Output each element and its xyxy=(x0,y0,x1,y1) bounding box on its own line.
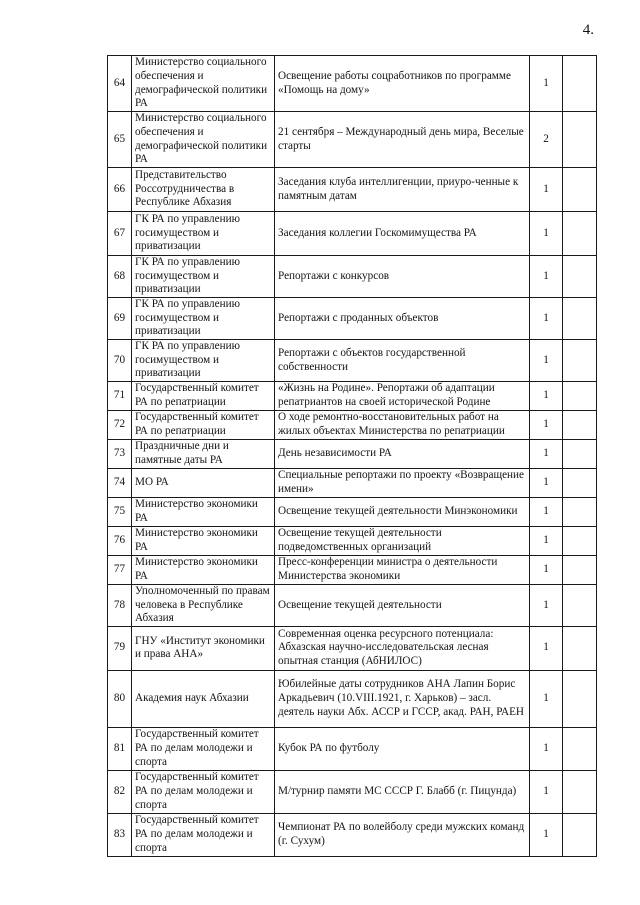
table-row xyxy=(108,382,597,411)
count-cell: 2 xyxy=(530,112,563,168)
table-row xyxy=(108,670,597,727)
empty-cell xyxy=(563,382,597,411)
count-cell: 1 xyxy=(530,411,563,440)
event-cell: «Жизнь на Родине». Репортажи об адаптации репатриантов на своей исторической Родине xyxy=(275,382,530,411)
event-cell: Пресс-конференции министра о деятельности Министерства экономики xyxy=(275,556,530,585)
empty-cell xyxy=(563,770,597,813)
organization-cell: Академия наук Абхазии xyxy=(132,670,275,727)
empty-cell xyxy=(563,340,597,382)
table-row xyxy=(108,256,597,298)
organization-cell: Министерство экономики РА xyxy=(132,556,275,585)
count-cell: 1 xyxy=(530,168,563,212)
organization-cell: ГК РА по управлению госимуществом и приватизации xyxy=(132,256,275,298)
count-cell: 1 xyxy=(530,340,563,382)
event-cell: Освещение текущей деятельности Минэкономики xyxy=(275,498,530,527)
count-cell: 1 xyxy=(530,469,563,498)
row-number: 66 xyxy=(108,168,132,212)
table-row xyxy=(108,212,597,256)
count-cell: 1 xyxy=(530,212,563,256)
empty-cell xyxy=(563,440,597,469)
empty-cell xyxy=(563,626,597,670)
count-cell: 1 xyxy=(530,256,563,298)
count-cell: 1 xyxy=(530,56,563,112)
organization-cell: Праздничные дни и памятные даты РА xyxy=(132,440,275,469)
empty-cell xyxy=(563,411,597,440)
schedule-table xyxy=(107,55,597,857)
organization-cell: Государственный комитет РА по репатриации xyxy=(132,411,275,440)
table-row xyxy=(108,770,597,813)
organization-cell: Министерство социального обеспечения и демографической политики РА xyxy=(132,112,275,168)
empty-cell xyxy=(563,813,597,856)
count-cell: 1 xyxy=(530,670,563,727)
table-row xyxy=(108,340,597,382)
row-number: 71 xyxy=(108,382,132,411)
event-cell: Освещение текущей деятельности подведомственных организаций xyxy=(275,527,530,556)
table-row xyxy=(108,626,597,670)
organization-cell: Государственный комитет РА по делам молодежи и спорта xyxy=(132,813,275,856)
table-row xyxy=(108,585,597,627)
event-cell: Юбилейные даты сотрудников АНА Лапин Борис Аркадьевич (10.VIII.1921, г. Харьков) – засл. деятель науки Абх. АССР и ГССР, акад. РАН, РАЕН xyxy=(275,670,530,727)
empty-cell xyxy=(563,670,597,727)
row-number: 77 xyxy=(108,556,132,585)
row-number: 73 xyxy=(108,440,132,469)
event-cell: Заседания коллегии Госкомимущества РА xyxy=(275,212,530,256)
count-cell: 1 xyxy=(530,382,563,411)
table-row xyxy=(108,527,597,556)
organization-cell: Уполномоченный по правам человека в Республике Абхазия xyxy=(132,585,275,627)
event-cell: Специальные репортажи по проекту «Возвращение имени» xyxy=(275,469,530,498)
event-cell: 21 сентября – Международный день мира, Веселые старты xyxy=(275,112,530,168)
organization-cell: ГК РА по управлению госимуществом и приватизации xyxy=(132,340,275,382)
row-number: 65 xyxy=(108,112,132,168)
event-cell: Заседания клуба интеллигенции, приуро-ченные к памятным датам xyxy=(275,168,530,212)
row-number: 76 xyxy=(108,527,132,556)
event-cell: О ходе ремонтно-восстановительных работ на жилых объектах Министерства по репатриации xyxy=(275,411,530,440)
table-row xyxy=(108,469,597,498)
organization-cell: Представительство Россотрудничества в Республике Абхазия xyxy=(132,168,275,212)
empty-cell xyxy=(563,168,597,212)
row-number: 69 xyxy=(108,298,132,340)
table-body xyxy=(108,56,597,857)
row-number: 67 xyxy=(108,212,132,256)
row-number: 79 xyxy=(108,626,132,670)
table-row xyxy=(108,168,597,212)
table-row xyxy=(108,440,597,469)
empty-cell xyxy=(563,469,597,498)
row-number: 83 xyxy=(108,813,132,856)
event-cell: День независимости РА xyxy=(275,440,530,469)
page-number: 4. xyxy=(582,22,594,38)
empty-cell xyxy=(563,498,597,527)
event-cell: Освещение работы соцработников по программе «Помощь на дому» xyxy=(275,56,530,112)
row-number: 80 xyxy=(108,670,132,727)
organization-cell: Министерство экономики РА xyxy=(132,527,275,556)
empty-cell xyxy=(563,56,597,112)
table-row xyxy=(108,56,597,112)
count-cell: 1 xyxy=(530,626,563,670)
row-number: 74 xyxy=(108,469,132,498)
table-row xyxy=(108,813,597,856)
empty-cell xyxy=(563,212,597,256)
organization-cell: МО РА xyxy=(132,469,275,498)
organization-cell: ГК РА по управлению госимуществом и приватизации xyxy=(132,212,275,256)
event-cell: Репортажи с проданных объектов xyxy=(275,298,530,340)
row-number: 68 xyxy=(108,256,132,298)
organization-cell: Государственный комитет РА по делам молодежи и спорта xyxy=(132,727,275,770)
event-cell: Чемпионат РА по волейболу среди мужских команд (г. Сухум) xyxy=(275,813,530,856)
organization-cell: Министерство социального обеспечения и демографической политики РА xyxy=(132,56,275,112)
count-cell: 1 xyxy=(530,498,563,527)
row-number: 64 xyxy=(108,56,132,112)
row-number: 72 xyxy=(108,411,132,440)
count-cell: 1 xyxy=(530,585,563,627)
organization-cell: Государственный комитет РА по делам молодежи и спорта xyxy=(132,770,275,813)
count-cell: 1 xyxy=(530,440,563,469)
row-number: 75 xyxy=(108,498,132,527)
empty-cell xyxy=(563,112,597,168)
table-row xyxy=(108,112,597,168)
empty-cell xyxy=(563,256,597,298)
row-number: 82 xyxy=(108,770,132,813)
table-row xyxy=(108,411,597,440)
empty-cell xyxy=(563,298,597,340)
empty-cell xyxy=(563,556,597,585)
row-number: 78 xyxy=(108,585,132,627)
table-row xyxy=(108,498,597,527)
table-row xyxy=(108,727,597,770)
count-cell: 1 xyxy=(530,527,563,556)
event-cell: М/турнир памяти МС СССР Г. Блабб (г. Пицунда) xyxy=(275,770,530,813)
count-cell: 1 xyxy=(530,727,563,770)
empty-cell xyxy=(563,727,597,770)
event-cell: Освещение текущей деятельности xyxy=(275,585,530,627)
event-cell: Репортажи с объектов государственной собственности xyxy=(275,340,530,382)
count-cell: 1 xyxy=(530,556,563,585)
count-cell: 1 xyxy=(530,298,563,340)
count-cell: 1 xyxy=(530,770,563,813)
organization-cell: ГНУ «Институт экономики и права АНА» xyxy=(132,626,275,670)
event-cell: Репортажи с конкурсов xyxy=(275,256,530,298)
event-cell: Современная оценка ресурсного потенциала: Абхазская научно-исследовательская лесная опытная станция (АбНИЛОС) xyxy=(275,626,530,670)
count-cell: 1 xyxy=(530,813,563,856)
table-row xyxy=(108,556,597,585)
row-number: 70 xyxy=(108,340,132,382)
organization-cell: ГК РА по управлению госимуществом и приватизации xyxy=(132,298,275,340)
empty-cell xyxy=(563,527,597,556)
organization-cell: Государственный комитет РА по репатриации xyxy=(132,382,275,411)
table-row xyxy=(108,298,597,340)
row-number: 81 xyxy=(108,727,132,770)
event-cell: Кубок РА по футболу xyxy=(275,727,530,770)
organization-cell: Министерство экономики РА xyxy=(132,498,275,527)
empty-cell xyxy=(563,585,597,627)
